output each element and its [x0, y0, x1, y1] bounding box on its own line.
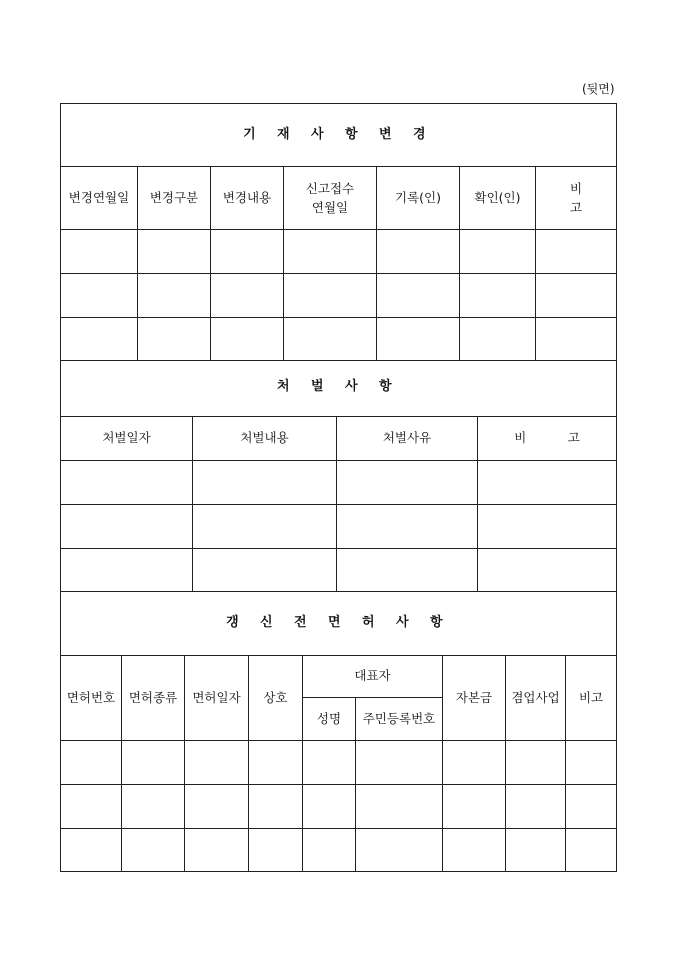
header-punish-content: 처벌내용: [193, 416, 337, 460]
table-cell[interactable]: [249, 828, 303, 871]
pre-renewal-license-table: [60, 591, 617, 872]
table-cell[interactable]: [122, 828, 185, 871]
table-cell[interactable]: [536, 230, 617, 274]
table-cell[interactable]: [249, 784, 303, 828]
table-cell[interactable]: [122, 740, 185, 784]
table-cell[interactable]: [337, 548, 478, 591]
table-cell[interactable]: [185, 828, 249, 871]
table-cell[interactable]: [337, 460, 478, 504]
table-cell[interactable]: [566, 740, 617, 784]
table-cell[interactable]: [61, 548, 193, 591]
table-row: [61, 504, 617, 548]
header-license-no: 면허번호: [61, 655, 122, 740]
header-punish-date: 처벌일자: [61, 416, 193, 460]
table-cell[interactable]: [193, 504, 337, 548]
table-cell[interactable]: [284, 274, 377, 318]
table-cell[interactable]: [61, 740, 122, 784]
record-change-table: [60, 103, 617, 361]
header-capital: 자본금: [443, 655, 506, 740]
table-row: [61, 318, 617, 361]
header-remarks: 비 고: [536, 167, 617, 230]
table-cell[interactable]: [377, 318, 460, 361]
punishment-table: [60, 359, 617, 592]
header-punish-remarks: 비 고: [478, 416, 617, 460]
table-cell[interactable]: [478, 504, 617, 548]
table-cell[interactable]: [460, 318, 536, 361]
table-cell[interactable]: [506, 784, 566, 828]
table-cell[interactable]: [377, 230, 460, 274]
header-license-date: 면허일자: [185, 655, 249, 740]
table-cell[interactable]: [303, 784, 356, 828]
table-cell[interactable]: [193, 548, 337, 591]
table-cell[interactable]: [337, 504, 478, 548]
header-rep-id: 주민등록번호: [356, 697, 443, 740]
table-cell[interactable]: [566, 784, 617, 828]
header-license-type: 면허종류: [122, 655, 185, 740]
header-trade-name: 상호: [249, 655, 303, 740]
table-row: [61, 460, 617, 504]
table-cell[interactable]: [193, 460, 337, 504]
table-cell[interactable]: [249, 740, 303, 784]
table-cell[interactable]: [138, 318, 211, 361]
table-cell[interactable]: [211, 230, 284, 274]
header-rep-name: 성명: [303, 697, 356, 740]
table-cell[interactable]: [284, 318, 377, 361]
table-cell[interactable]: [356, 784, 443, 828]
table-cell[interactable]: [460, 274, 536, 318]
table-cell[interactable]: [460, 230, 536, 274]
table-cell[interactable]: [506, 828, 566, 871]
table-cell[interactable]: [61, 504, 193, 548]
table-row: [61, 548, 617, 591]
table-cell[interactable]: [61, 230, 138, 274]
table-cell[interactable]: [122, 784, 185, 828]
table-cell[interactable]: [61, 828, 122, 871]
record-change-title: 기 재 사 항 변 경: [61, 104, 617, 167]
table-cell[interactable]: [185, 784, 249, 828]
table-row: [61, 740, 617, 784]
table-cell[interactable]: [536, 318, 617, 361]
header-record-seal: 기록(인): [377, 167, 460, 230]
header-change-type: 변경구분: [138, 167, 211, 230]
table-cell[interactable]: [303, 828, 356, 871]
table-cell[interactable]: [61, 318, 138, 361]
table-cell[interactable]: [138, 230, 211, 274]
table-cell[interactable]: [506, 740, 566, 784]
table-cell[interactable]: [377, 274, 460, 318]
punishment-title: 처 벌 사 항: [61, 359, 617, 416]
header-license-remarks: 비고: [566, 655, 617, 740]
table-row: [61, 784, 617, 828]
table-cell[interactable]: [356, 740, 443, 784]
table-cell[interactable]: [61, 460, 193, 504]
header-report-date: 신고접수 연월일: [284, 167, 377, 230]
table-cell[interactable]: [211, 318, 284, 361]
pre-renewal-title: 갱 신 전 면 허 사 항: [61, 591, 617, 655]
header-change-date: 변경연월일: [61, 167, 138, 230]
table-cell[interactable]: [356, 828, 443, 871]
back-side-label: (뒷면): [582, 82, 615, 96]
table-cell[interactable]: [443, 828, 506, 871]
header-representative: 대표자: [303, 655, 443, 697]
table-cell[interactable]: [284, 230, 377, 274]
table-row: [61, 828, 617, 871]
header-side-business: 겸업사업: [506, 655, 566, 740]
table-cell[interactable]: [443, 784, 506, 828]
table-cell[interactable]: [61, 274, 138, 318]
header-confirm-seal: 확인(인): [460, 167, 536, 230]
table-cell[interactable]: [566, 828, 617, 871]
table-cell[interactable]: [185, 740, 249, 784]
header-punish-reason: 처벌사유: [337, 416, 478, 460]
table-row: [61, 230, 617, 274]
table-cell[interactable]: [478, 460, 617, 504]
table-cell[interactable]: [478, 548, 617, 591]
table-cell[interactable]: [138, 274, 211, 318]
table-cell[interactable]: [211, 274, 284, 318]
table-cell[interactable]: [61, 784, 122, 828]
table-cell[interactable]: [536, 274, 617, 318]
table-row: [61, 274, 617, 318]
header-change-content: 변경내용: [211, 167, 284, 230]
table-cell[interactable]: [303, 740, 356, 784]
table-cell[interactable]: [443, 740, 506, 784]
